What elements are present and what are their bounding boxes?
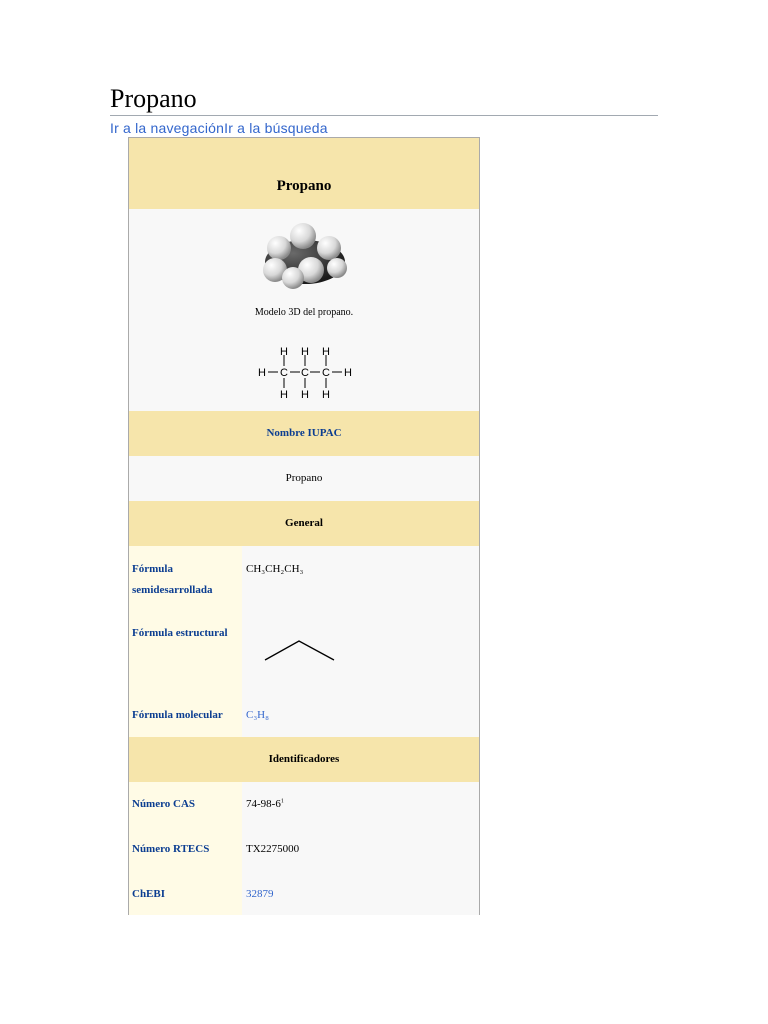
atom-h: H	[301, 389, 309, 401]
atom-h: H	[322, 389, 330, 401]
cas-label[interactable]: Número CAS	[132, 798, 196, 810]
cas-reference[interactable]: 1	[280, 798, 284, 805]
chebi-value[interactable]: 32879	[246, 888, 274, 900]
page-title: Propano	[110, 84, 197, 113]
semi-formula-value: CH₃CH₂CH₃	[246, 563, 304, 575]
atom-h: H	[280, 389, 288, 401]
semi-formula-label[interactable]: Fórmula semidesarrollada	[132, 563, 213, 596]
rtecs-value: TX2275000	[246, 843, 300, 855]
title-divider	[110, 115, 658, 116]
infobox	[128, 137, 480, 915]
infobox-title: Propano	[129, 138, 479, 209]
propane-3d-model-image[interactable]	[257, 220, 353, 292]
image-caption: Modelo 3D del propano.	[254, 307, 354, 318]
skeletal-formula-image[interactable]	[263, 638, 337, 664]
jump-links	[110, 120, 328, 136]
atom-h: H	[322, 346, 330, 358]
jump-to-navigation-link[interactable]: Ir a la navegación	[110, 120, 225, 136]
atom-h: H	[301, 346, 309, 358]
structural-formula-image[interactable]	[256, 341, 356, 401]
jump-to-search-link[interactable]: Ir a la búsqueda	[224, 120, 328, 136]
rtecs-label[interactable]: Número RTECS	[132, 843, 210, 855]
molecular-formula-value[interactable]: C₃H₈	[246, 709, 269, 721]
general-section-header: General	[129, 501, 479, 546]
molecular-formula-label[interactable]: Fórmula molecular	[132, 709, 223, 721]
identifiers-section-header: Identificadores	[129, 737, 479, 782]
iupac-header-link[interactable]: Nombre IUPAC	[129, 411, 479, 456]
atom-c: C	[280, 367, 288, 379]
atom-c: C	[322, 367, 330, 379]
structural-formula-label[interactable]: Fórmula estructural	[132, 627, 228, 639]
cas-value: $74-98-6^1$	[246, 798, 284, 810]
atom-h: H	[344, 367, 352, 379]
atom-c: C	[301, 367, 309, 379]
atom-h: H	[258, 367, 266, 379]
iupac-name-value: Propano	[285, 472, 323, 484]
chebi-label[interactable]: ChEBI	[132, 888, 166, 900]
atom-h: H	[280, 346, 288, 358]
